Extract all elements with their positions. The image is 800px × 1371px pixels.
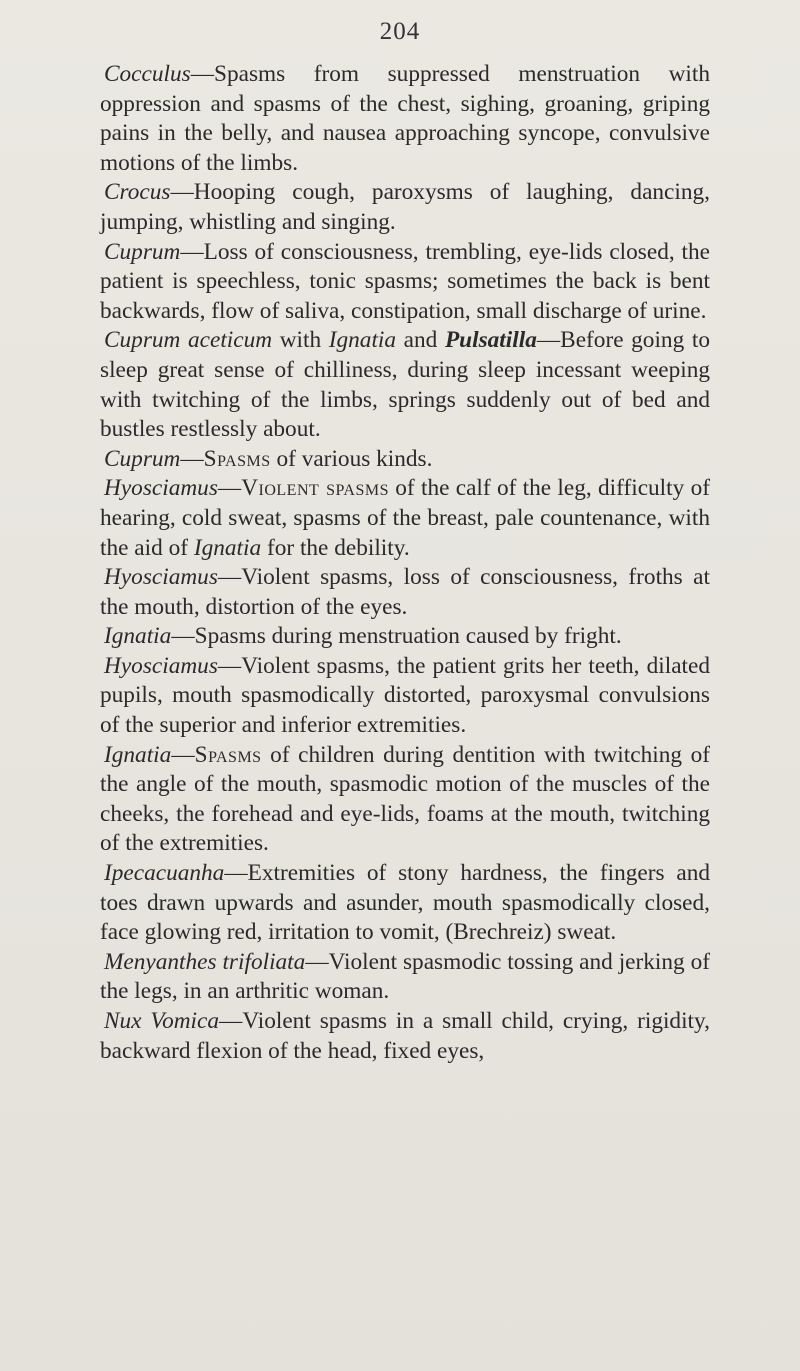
entry-text: —Violent spasms, loss of consciousness, froths at the mouth, distortion of the eyes. (100, 564, 710, 620)
entry-text: of the calf of the leg, difficulty of hearing, cold sweat, spasms of the breast, pale countenance, with the aid of (100, 475, 710, 561)
entry-text: and (396, 327, 445, 354)
page-text-body (100, 60, 710, 1066)
remedy-name: Cuprum aceticum (104, 327, 273, 354)
entry-text: — (171, 741, 195, 768)
remedy-entry (100, 948, 710, 1007)
entry-text: — (180, 445, 204, 472)
remedy-entry (100, 563, 710, 622)
remedy-name: Pulsatilla (444, 327, 537, 354)
remedy-entry (100, 326, 710, 444)
entry-text: of various kinds. (270, 445, 433, 472)
remedy-entry (100, 622, 710, 652)
remedy-entry (100, 741, 710, 859)
remedy-entry (100, 474, 710, 563)
entry-text: —Loss of consciousness, trembling, eye-lids closed, the patient is speechless, tonic spasms; sometimes the back is bent backwards, flow of saliva, constipation, small discharge of urine. (100, 238, 710, 324)
remedy-entry (100, 178, 710, 237)
remedy-name: Ignatia (104, 623, 172, 650)
entry-text: Spasms (203, 445, 271, 472)
remedy-entry (100, 859, 710, 948)
entry-text: —Hooping cough, paroxysms of laughing, dancing, jumping, whistling and singing. (100, 179, 710, 235)
remedy-name: Hyosciamus (104, 564, 218, 591)
remedy-name: Crocus (104, 179, 171, 206)
remedy-name: Ignatia (328, 327, 397, 354)
remedy-name: Cuprum (104, 238, 181, 265)
remedy-name: Hyosciamus (104, 652, 218, 679)
entry-text: —Extremities of stony hardness, the fingers and toes drawn upwards and asunder, mouth spasmodically closed, face glowing red, irritation to vomit, (Brechreiz) sweat. (100, 860, 710, 946)
remedy-name: Hyosciamus (104, 475, 218, 502)
entry-text: —Violent spasms in a small child, crying, rigidity, backward flexion of the head, fixed eyes, (100, 1008, 710, 1064)
entry-text: of children during dentition with twitching of the angle of the mouth, spasmodic motion of the muscles of the cheeks, the forehead and eye-lids, foams at the mouth, twitching of the extremities. (100, 741, 710, 857)
remedy-name: Cuprum (104, 445, 181, 472)
remedy-name: Nux Vomica (104, 1008, 220, 1034)
entry-text: —Before going to sleep great sense of chilliness, during sleep incessant weeping with twitching of the limbs, springs suddenly out of bed and bustles restlessly about. (100, 327, 710, 443)
entry-text: —Spasms from suppressed menstruation with oppression and spasms of the chest, sighing, groaning, griping pains in the belly, and nausea approaching syncope, convulsive motions of the limbs. (100, 61, 710, 176)
remedy-entry (100, 445, 710, 475)
remedy-name: Ignatia (104, 741, 172, 768)
entry-text: Spasms (194, 741, 262, 768)
page-number: 204 (379, 18, 421, 45)
entry-text: —Violent spasmodic tossing and jerking of the legs, in an arthritic woman. (100, 948, 710, 1005)
remedy-entry (100, 652, 710, 741)
entry-text: —Spasms during menstruation caused by fright. (171, 623, 622, 650)
remedy-entry (100, 1007, 710, 1066)
entry-text: Violent spasms (241, 475, 389, 502)
entry-text: for the debility. (261, 534, 410, 561)
remedy-name: Ipecacuanha (104, 860, 225, 887)
remedy-name: Cocculus (104, 61, 191, 87)
remedy-entry (100, 238, 710, 327)
entry-text: with (272, 327, 329, 354)
entry-text: —Violent spasms, the patient grits her teeth, dilated pupils, mouth spasmodically distorted, paroxysmal convulsions of the superior and inferior extremities. (100, 652, 710, 739)
remedy-name: Menyanthes trifoliata (104, 948, 306, 975)
entry-text: — (217, 475, 242, 502)
remedy-name: Ignatia (193, 534, 262, 561)
remedy-entry (100, 60, 710, 178)
